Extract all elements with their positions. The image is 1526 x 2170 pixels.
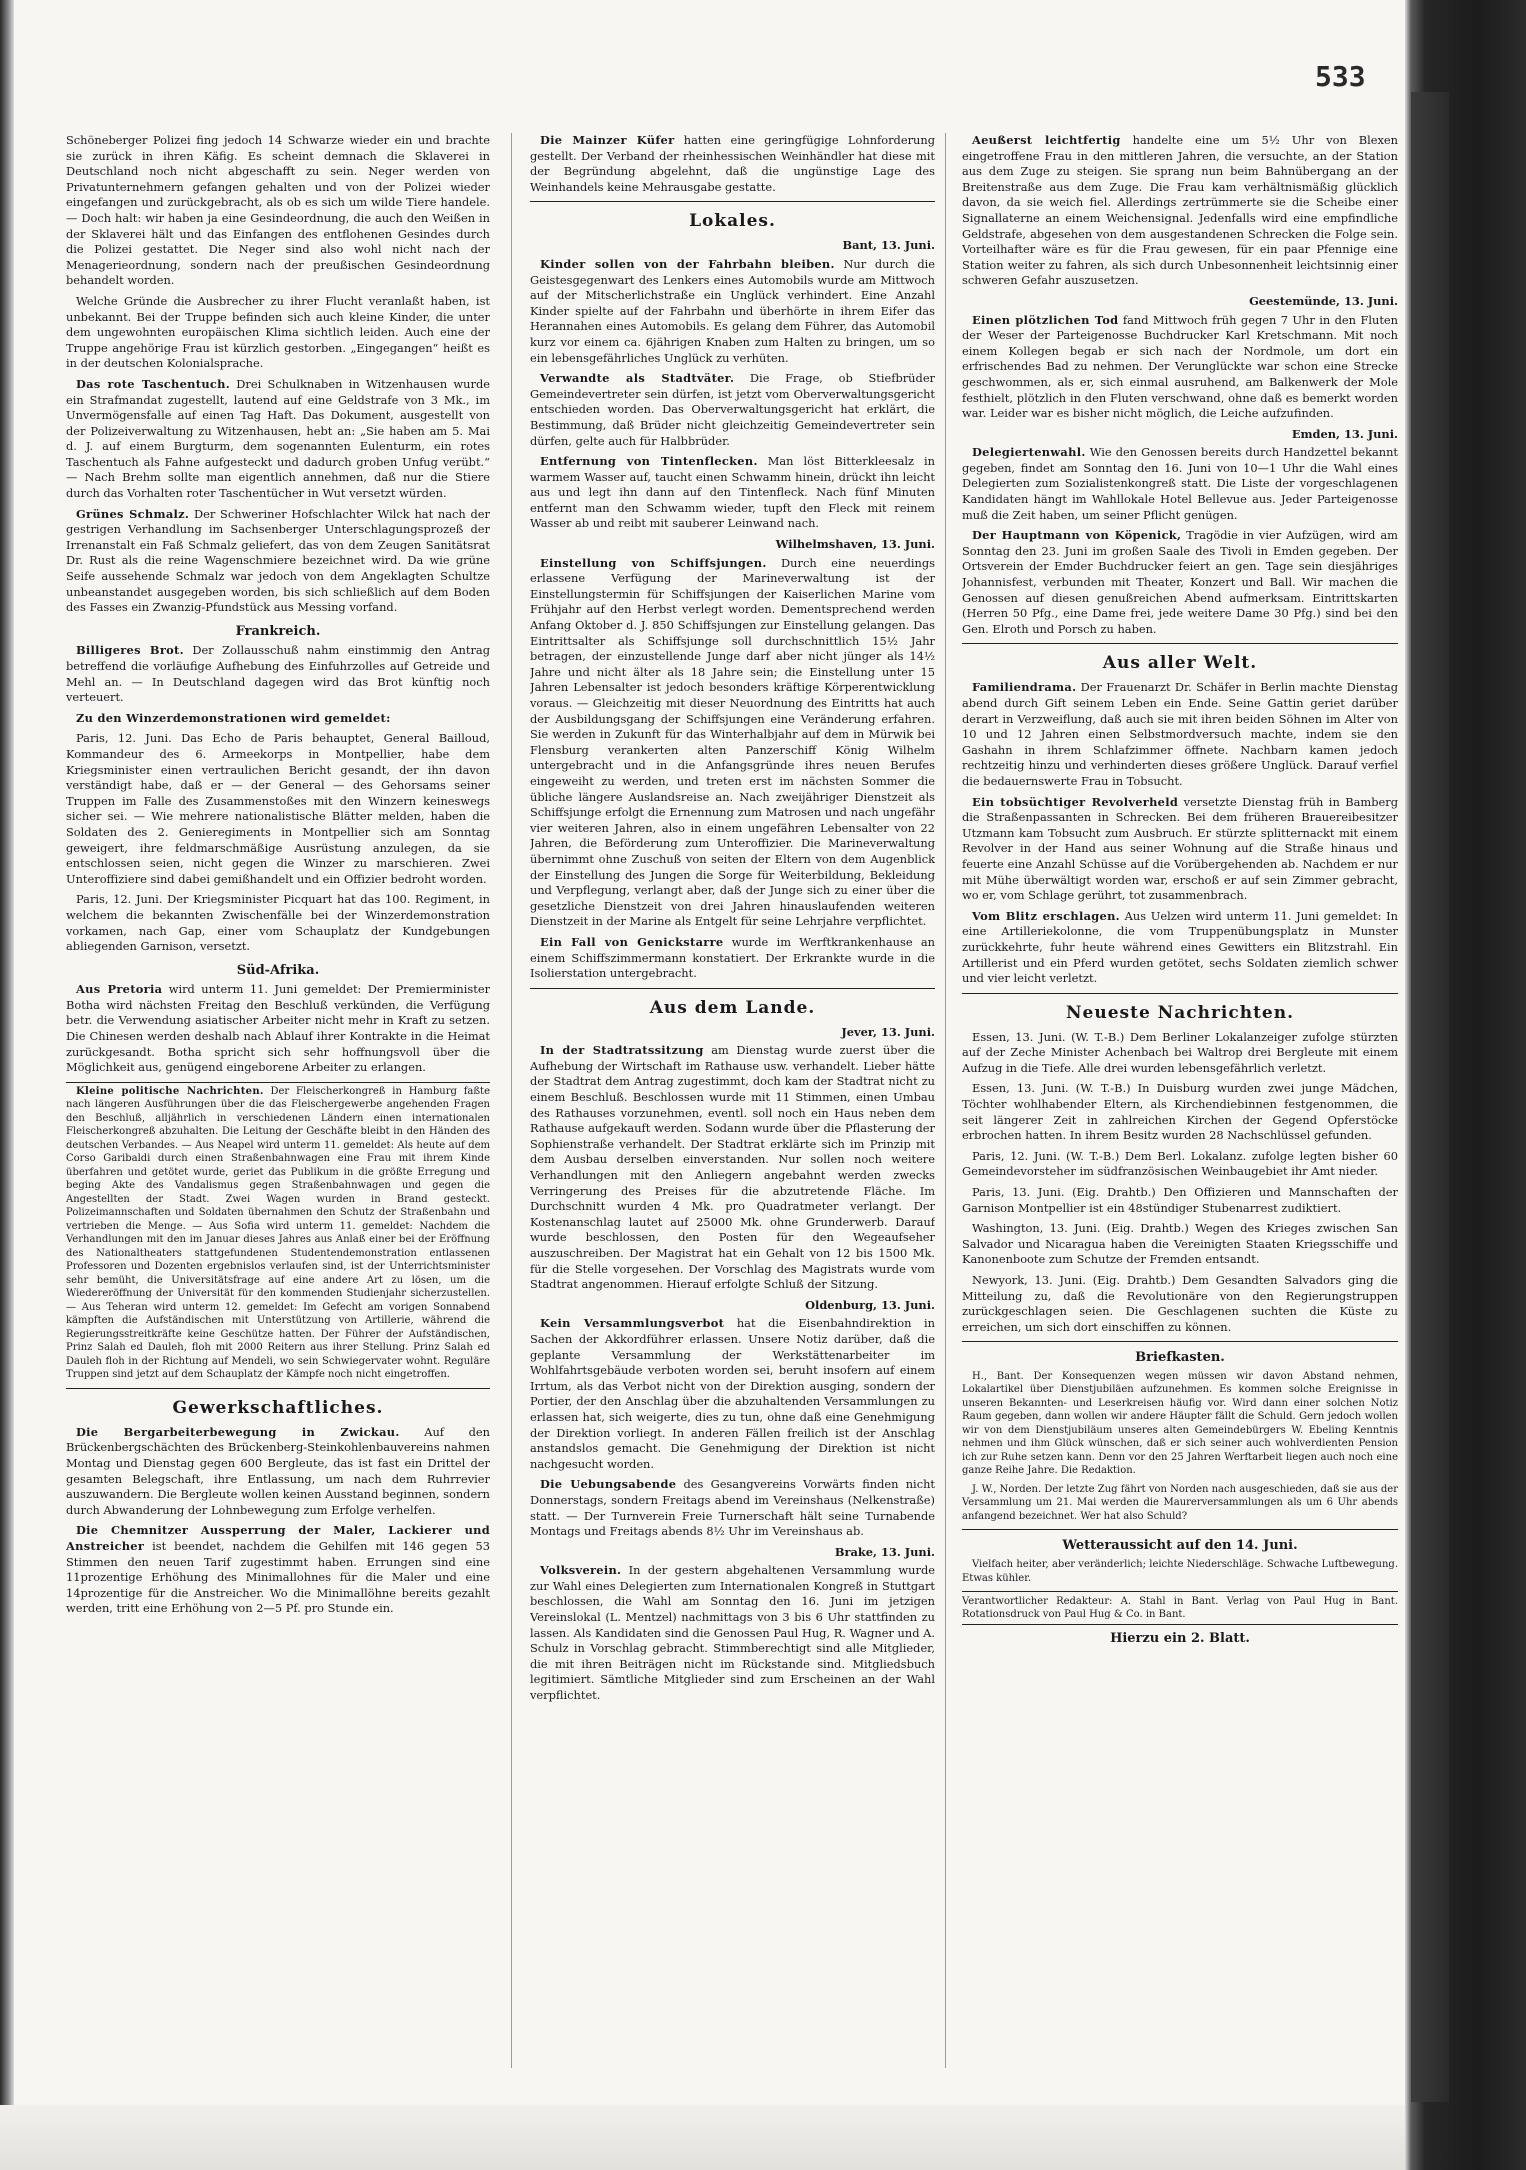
column-left <box>66 133 490 2093</box>
article <box>66 1425 490 1519</box>
article-text: Der Zollausschuß nahm einstimmig den Antrag betreffend die vorläufige Aufhebung des Einfuhrzolles auf Getreide und Mehl an. — In Deutschland dagegen wird das Brot künftig noch verteuert. <box>66 643 490 705</box>
article-headline: Das rote Taschentuch. <box>76 376 230 391</box>
article <box>530 556 935 930</box>
article <box>66 507 490 616</box>
section-heading-frankreich: Frankreich. <box>235 623 321 639</box>
column-divider <box>511 133 512 2068</box>
binding-spine <box>1411 92 1449 2102</box>
article-headline: Ein Fall von Genickstarre <box>540 934 724 949</box>
article-text: Welche Gründe die Ausbrecher zu ihrer Flucht veranlaßt haben, ist unbekannt. Bei der Truppe befinden sich auch kleine Kinder, die unter dem ungewohnten europäischen Klima sichtlich leiden. Auch eine der Truppe angehörige Frau ist kürzlich gestorben. „Eingegangen“ heißt es in der deutschen Kolonialsprache. <box>66 293 490 371</box>
section-heading-briefkasten: Briefkasten. <box>1135 1350 1225 1366</box>
article-text: Der Fleischerkongreß in Hamburg faßte nach längeren Ausführungen über die das Fleischergewerbe angehenden Fragen den Beschluß, alljährlich in verschiedenen Ländern einen internationalen Fleischerkongreß abzuhalten. Die Leitung der Geschäfte bleibt in den Händen des deutschen Verbandes. — Aus Neapel wird unterm 11. gemeldet: Als heute auf dem Corso Garibaldi durch einen Straßenbahnwagen eine Frau mit ihrem Kinde überfahren und getötet wurde, geriet das Publikum in die größte Erregung und beging Akte des Vandalismus gegen Straßenbahnwagen und gegen die Angestellten der Stadt. Zwei Wagen wurden in Brand gesteckt. Polizeimannschaften und Soldaten übernahmen den Schutz der Straßenbahn und vertrieben die Menge. — Aus Sofia wird unterm 11. gemeldet: Nachdem die Verhandlungen mit den im Januar dieses Jahres aus Anlaß einer bei der Eröffnung des Nationaltheaters stattgefundenen Studentendemonstration entlassenen Professoren und Dozenten ergebnislos verlaufen sind, ist der Unterrichtsminister sehr bemüht, die Universitätsfrage auf eine andere Art zu lösen, um die Wiedereröffnung der Universität für den kommenden Studienjahr sicherzustellen. — Aus Teheran wird unterm 12. gemeldet: Im Gefecht am vorigen Sonnabend kämpften die Aufständischen mit Unterstützung von Artillerie, während die Regierungsstreitkräfte keine Geschütze hatten. Der Führer der Aufständischen, Prinz Salah ed Dauleh, floh mit 2000 Reitern aus ihrer Stellung. Prinz Salah ed Dauleh floh in der Richtung auf Mendeli, wo sein Schwiegervater wohnt. Reguläre Truppen sind jetzt auf dem Schauplatz der Kämpfe noch nicht eingetroffen. <box>66 1085 490 1381</box>
dateline: Geestemünde, 13. Juni. <box>1249 293 1398 308</box>
weather-forecast: Vielfach heiter, aber veränderlich; leichte Niederschläge. Schwache Luftbewegung. Etwas kühler. <box>962 1559 1398 1584</box>
article-text: Drei Schulknaben in Witzenhausen wurde ein Strafmandat zugestellt, lautend auf eine Geldstrafe von 3 Mk., im Unvermögensfalle auf einen Tag Haft. Das Dokument, ausgestellt von der Polizeiverwaltung zu Witzenhausen, hebt an: „Sie haben am 5. Mai d. J. auf einem Burgturm, dem sogenannten Eulenturm, ein rotes Taschentuch als Fahne aufgesteckt und dadurch groben Unfug verübt.“ — Nach Brehm sollte man eigentlich annehmen, daß nur die Stiere durch das Vorhalten roter Taschentücher in Wut versetzt würden. <box>66 376 490 501</box>
column-right <box>962 133 1398 2093</box>
article <box>530 935 935 982</box>
article-headline: Einen plötzlichen Tod <box>972 312 1119 327</box>
article-text: Paris, 12. Juni. Der Kriegsminister Picquart hat das 100. Regiment, in welchem die bekannten Zwischenfälle bei der Winzerdemonstration vorkamen, nach Gap, einer vom Schauplatz der Kundgebungen abliegenden Garnison, versetzt. <box>66 892 490 954</box>
article <box>962 445 1398 523</box>
article <box>962 528 1398 637</box>
article-text: Paris, 12. Juni. Das Echo de Paris behauptet, General Bailloud, Kommandeur des 6. Armeekorps in Montpellier, habe dem Kriegsminister einen vertraulichen Bericht gesandt, der ihn davon verständigt habe, daß er — der General — des Gehorsams seiner Truppen im Falle des Zusammenstoßes mit den Winzern keineswegs sicher sei. — Wie mehrere nationalistische Blätter melden, haben die Soldaten des 2. Genieregiments in Montpellier sich am Sonntag geweigert, ihre feldmarschmäßige Ausrüstung anzulegen, da sie entschlossen seien, nicht gegen die Winzer zu marschieren. Zwei Unteroffiziere sind dabei gemißhandelt und ein Offizier bedroht worden. <box>66 731 490 886</box>
article-text: versetzte Dienstag früh in Bamberg die Straßenpassanten in Schrecken. Bei dem früheren Brauereibesitzer Utzmann kam Tobsucht zum Ausbruch. Er stürzte splitternackt mit einem Revolver in der Hand aus seiner Wohnung auf die Straße hinaus und feuerte eine Anzahl Schüsse auf die Vorübergehenden ab. Nachdem er nur mit Mühe überwältigt worden war, erschoß er auf sein Zimmer gebracht, wo er, vom Schlage gerührt, tot zusammenbrach. <box>962 794 1398 903</box>
divider <box>962 993 1398 994</box>
article-headline: Ein tobsüchtiger Revolverheld <box>972 794 1179 809</box>
divider <box>530 988 935 989</box>
article-text: Auf den Brückenbergschächten des Brückenberg-Steinkohlenbauvereins nahmen Montag und Dienstag gegen 600 Bergleute, das ist fast ein Drittel der gesamten Belegschaft, ihre Entlassung, um nach dem Ruhrrevier auszuwandern. Die Bergleute wollen keinen Ausstand beginnen, sondern durch Abwanderung der Lohnbewegung zum Erfolge verhelfen. <box>66 1424 490 1517</box>
article <box>962 680 1398 789</box>
article-headline: Einstellung von Schiffsjungen. <box>540 555 767 570</box>
news-item: Washington, 13. Juni. (Eig. Drahtb.) Wegen des Krieges zwischen San Salvador und Nicaragua haben die Vereinigten Staaten Kriegsschiffe und Kanonenboote zum Schutze der Fremden entsandt. <box>962 1221 1398 1267</box>
article <box>530 133 935 195</box>
article <box>66 1085 490 1382</box>
article <box>530 454 935 532</box>
article-text: Aus Uelzen wird unterm 11. Juni gemeldet: In eine Artilleriekolonne, die vom Truppenübungsplatz in Munster zurückkehrte, fuhr heute während eines Gewitters ein Blitzstrahl. Ein Artillerist und ein Pferd wurden getötet, sechs Soldaten ziemlich schwer und vier leicht verletzt. <box>962 908 1398 986</box>
section-heading-gewerkschaftliches: Gewerkschaftliches. <box>172 1397 384 1418</box>
page-number: 533 <box>1315 60 1366 93</box>
news-item: Essen, 13. Juni. (W. T.-B.) Dem Berliner Lokalanzeiger zufolge stürzten auf der Zeche Minister Achenbach bei Waltrop drei Bergleute mit einem Aufzug in die Tiefe. Alle drei wurden lebensgefährlich verletzt. <box>962 1029 1398 1075</box>
dateline: Emden, 13. Juni. <box>1291 426 1398 441</box>
article-text: Nur durch die Geistesgegenwart des Lenkers eines Automobils wurde am Mittwoch auf der Mitscherlichstraße ein Unglück verhindert. Eine Anzahl Kinder spielte auf der Fahrbahn und überhörte in ihrem Eifer das Herannahen eines Automobils. Es gelang dem Führer, das Automobil kurz vor einem ca. 6jährigen Knaben zum Halten zu bringen, um so ein lebensgefährliches Unglück zu verhüten. <box>530 256 935 365</box>
news-item: Newyork, 13. Juni. (Eig. Drahtb.) Dem Gesandten Salvadors ging die Mitteilung zu, daß die Revolutionäre von den Regierungstruppen zurückgeschlagen seien. Die Geschlagenen suchten die Küste zu erreichen, um sich dort einschiffen zu können. <box>962 1273 1398 1334</box>
article-headline: Die Uebungsabende <box>540 1477 677 1492</box>
article-text: wird unterm 11. Juni gemeldet: Der Premierminister Botha wird nächsten Freitag den Beschluß verkünden, die Verfügung betr. die Verwendung asiatischer Arbeiter nicht mehr in Kraft zu setzen. Die Chinesen werden deshalb nach Ablauf ihrer Kontrakte in die Heimat zurückgesandt. Botha spricht sich sehr hoffnungsvoll über die Möglichkeit aus, genügend eingeborene Arbeiter zu erlangen. <box>66 982 490 1075</box>
letter-reply: H., Bant. Der Konsequenzen wegen müssen wir davon Abstand nehmen, Lokalartikel über Dienstjubiläen aufzunehmen. Es kommen solche Ereignisse in unseren Bekannten- und Leserkreisen häufig vor. Wird dann einer solchen Notiz Raum gegeben, dann wollen wir andere Häupter fällt die Schuld. Gern jedoch wollen wir von dem Dienstjubiläum unseres alten Gemeindebürgers W. Ebeling Kenntnis nehmen und ihm Glück wünschen, daß er sich seiner auch wohlverdienten Pension ich zur Ruhe setzen kann. Denn vor den 25 Jahren Werftarbeit liegen auch noch eine ganze Reihe Jahre. Die Redaktion. <box>962 1370 1398 1477</box>
article <box>66 711 490 727</box>
divider <box>66 1082 490 1083</box>
article <box>530 1477 935 1539</box>
news-item: Essen, 13. Juni. (W. T.-B.) In Duisburg wurden zwei junge Mädchen, Töchter wohlhabender Eltern, als Kirchendiebinnen festgenommen, die seit längerer Zeit in zahlreichen Kirchen der Gegend Opferstöcke erbrochen hatten. In ihrem Besitz wurden 28 Nachschlüssel gefunden. <box>962 1081 1398 1143</box>
article <box>530 1043 935 1293</box>
article-headline: Grünes Schmalz. <box>76 506 190 521</box>
article-headline: Die Mainzer Küfer <box>540 133 675 147</box>
article <box>962 909 1398 987</box>
article-headline: Die Chemnitzer Aussperrung der Maler, Lackierer und Anstreicher <box>66 1523 490 1553</box>
article <box>962 313 1398 422</box>
section-heading-aus-aller-welt: Aus aller Welt. <box>1102 653 1258 674</box>
article-text: fand Mittwoch früh gegen 7 Uhr in den Fluten der Weser der Parteigenosse Buchdrucker Karl Kretschmann. Mit noch einem Kollegen begab er sich nach der Nordmole, um dort ein erfrischendes Bad zu nehmen. Der Verunglückte war schon eine Strecke geschwommen, als er, sich einmal ausruhend, am Balkenwerk der Mole festhielt, plötzlich in den Fluten verschwand, ohne daß es bemerkt worden war. Leider war es bisher nicht möglich, die Leiche aufzufinden. <box>962 312 1398 421</box>
article <box>962 133 1398 289</box>
article-headline: Die Bergarbeiterbewegung in Zwickau. <box>76 1424 400 1439</box>
article-headline: In der Stadtratssitzung <box>540 1043 704 1058</box>
divider <box>962 1529 1398 1530</box>
supplement-note: Hierzu ein 2. Blatt. <box>1110 1631 1250 1647</box>
article-text: Der Schweriner Hofschlachter Wilck hat nach der gestrigen Verhandlung im Sachsenberger Unterschlagungsprozeß der Irrenanstalt ein Faß Schmalz geliefert, das von dem Zeugen Sanitätsrat Dr. Rust als die reine Wagenschmiere bezeichnet wird. Da wie grüne Seife aussehende Schmalz war jedoch von dem Angeklagten Schultze unbeanstandet ausgegeben worden, bis sich schließlich auf dem Boden des Fasses ein Zwanzig-Pfundstück aus Messing vorfand. <box>66 506 490 615</box>
article-headline: Vom Blitz erschlagen. <box>972 908 1120 923</box>
column-middle <box>530 133 935 2093</box>
news-item: Paris, 13. Juni. (Eig. Drahtb.) Den Offizieren und Mannschaften der Garnison Montpellier ist ein 48stündiger Stubenarrest zudiktiert. <box>962 1185 1398 1215</box>
article-text: am Dienstag wurde zuerst über die Aufhebung der Wirtschaft im Rathause usw. verhandelt. Lieber hätte der Stadtrat dem Antrag zugestimmt, doch kam der Stadtrat nicht zu einem Beschluß. Beschlossen wurde mit 11 Stimmen, einen Umbau des Rathauses vorzunehmen, eventl. soll noch ein Haus neben dem Rathause aufgekauft werden. Sodann wurde über die Pflasterung der Sophienstraße verhandelt. Der Stadtrat erklärte sich im Prinzip mit dem Ausbau derselben einverstanden. Nur sollen noch weitere Verhandlungen mit den Anliegern angebahnt werden zwecks Verringerung des Preises für die abzutretende Fläche. Im Durchschnitt wurden 4 Mk. pro Quadratmeter verlangt. Der Kostenanschlag lautet auf 25000 Mk. ohne Grunderwerb. Darauf wurde beschlossen, den Posten für den Wegeaufseher auszuschreiben. Der Magistrat hat ein Gehalt von 12 bis 1500 Mk. für die Stelle vorgesehen. Der Vorschlag des Magistrats wurde vom Stadtrat angenommen. Hierauf erfolgte Schluß der Sitzung. <box>530 1043 935 1292</box>
section-heading-suedafrika: Süd-Afrika. <box>236 962 320 978</box>
page-bottom-margin <box>0 2105 1405 2170</box>
article-text: hat die Eisenbahndirektion in Sachen der Akkordführer erlassen. Unsere Notiz darüber, daß die geplante Versammlung der Werkstättenarbeiter im Wohlfahrtsgebäude verboten worden sei, beruht insofern auf einem Irrtum, als das Verbot nicht von der Direktion ausging, sondern der Portier, der den Anschlag über die abzuhaltenden Versammlungen zu erlassen hat, sich weigerte, dies zu tun, ohne daß eine Genehmigung der Direktion vorliegt. In anderen Fällen freilich ist der Anschlag anstandslos gemacht. Die Genehmigung der Direktion ist nicht nachgesucht worden. <box>530 1316 935 1471</box>
article-text: Tragödie in vier Aufzügen, wird am Sonntag den 23. Juni im großen Saale des Tivoli in Emden gegeben. Der Ortsverein der Emder Buchdrucker feiert an gen. Tage sein diesjähriges Johannisfest, verbunden mit Theater, Konzert und Ball. Wir machen die Genossen auf diesen genußreichen Abend aufmerksam. Eintrittskarten (Herren 50 Pfg., eine Dame frei, jede weitere Dame 30 Pfg.) sind bei den Gen. Elroth und Porsch zu haben. <box>962 528 1398 636</box>
article-headline: Kinder sollen von der Fahrbahn bleiben. <box>540 256 835 271</box>
article <box>66 643 490 705</box>
dateline: Jever, 13. Juni. <box>841 1024 935 1039</box>
article-text: des Gesangvereins Vorwärts finden nicht Donnerstags, sondern Freitags abend im Vereinshaus (Nelkenstraße) statt. — Der Turnverein Freie Turnerschaft hält seine Turnabende Montags und Freitags abends 8½ Uhr im Vereinshaus ab. <box>530 1477 935 1539</box>
section-heading-aus-dem-lande: Aus dem Lande. <box>649 997 816 1018</box>
article-headline: Kleine politische Nachrichten. <box>76 1085 264 1097</box>
dateline: Wilhelmshaven, 13. Juni. <box>775 537 935 552</box>
article-headline: Kein Versammlungsverbot <box>540 1316 725 1331</box>
divider <box>962 643 1398 644</box>
letter-reply: J. W., Norden. Der letzte Zug fährt von Norden nach ausgeschieden, daß sie aus der Versammlung um 21. Mai werden die Maurerversammlungen als um 6 Uhr abends anfangend bezeichnet. Wer hat also Schuld? <box>962 1483 1398 1522</box>
article <box>66 377 490 502</box>
article-headline: Entfernung von Tintenflecken. <box>540 454 758 469</box>
divider <box>66 1388 490 1389</box>
article-text: In der gestern abgehaltenen Versammlung wurde zur Wahl eines Delegierten zum Internationalen Kongreß in Stuttgart beschlossen, die Wahl am Sonntag den 16. Juni im jetzigen Vereinslokal (L. Mentzel) nachmittags von 3 bis 6 Uhr stattfinden zu lassen. Als Kandidaten sind die Genossen Paul Hug, R. Wagner und A. Schulz in Vorschlag gebracht. Stimmberechtigt sind alle Mitglieder, die mit ihren Beiträgen nicht im Rückstande sind. Mitgliedsbuch legitimiert. Sämtliche Mitglieder sind zum Erscheinen an der Wahl verpflichtet. <box>530 1563 935 1703</box>
article-text: wurde im Werftkrankenhause an einem Schiffszimmermann konstatiert. Der Erkrankte wurde in die Isolierstation untergebracht. <box>530 934 935 981</box>
dateline: Brake, 13. Juni. <box>834 1544 935 1559</box>
article-headline: Der Hauptmann von Köpenick, <box>972 528 1182 543</box>
article-text: Man löst Bitterkleesalz in warmem Wasser auf, taucht einen Schwamm hinein, drückt ihn leicht aus und legt ihn dann auf den Tintenfleck. Nach fünf Minuten entfernt man den Schwamm wieder, tupft den Fleck mit reinem Wasser ab und reibt mit sauberer Leinwand nach. <box>530 454 935 531</box>
article-text: Schöneberger Polizei fing jedoch 14 Schwarze wieder ein und brachte sie zurück in ihren Käfig. Es scheint demnach die Sklaverei in Deutschland noch nicht abgeschafft zu sein. Neger werden von Privatunternehmern gefangen gehalten und von der Polizei wieder eingefangen und zurückgebracht, als ob es sich um wilde Tiere handele. — Doch halt: wir haben ja eine Gesindeordnung, die auch den Weißen in der Sklaverei hält und das Einfangen des entflohenen Gesindes durch die Polizei gestattet. Die Neger sind also wohl nicht nach der Menagerieordnung, sondern nach der preußischen Gesindeordnung behandelt worden. <box>66 133 490 288</box>
article-text: handelte eine um 5½ Uhr von Blexen eingetroffene Frau in den mittleren Jahren, die versuchte, an der Station aus dem Zuge zu steigen. Sie sprang nun beim Bahnübergang an der Breitenstraße aus dem Zuge. Die Frau kam verhältnismäßig glücklich davon, da sie weich fiel. Allerdings zertrümmerte sie die Scheibe einer Signallaterne an einem Weichensignal. Jedenfalls wird eine empfindliche Geldstrafe, abgesehen von dem ausgestandenen Schrecken die Folge sein. Vorteilhafter wäre es für die Frau gewesen, für ein paar Pfennige eine Station weiter zu fahren, als sich durch Unbesonnenheit leichtsinnig einer schweren Gefahr auszusetzen. <box>962 133 1398 288</box>
article <box>66 982 490 1076</box>
divider <box>530 201 935 202</box>
article-headline: Billigeres Brot. <box>76 643 184 658</box>
article-headline: Aus Pretoria <box>76 982 163 997</box>
news-item: Paris, 12. Juni. (W. T.-B.) Dem Berl. Lokalanz. zufolge legten bisher 60 Gemeindevorsteher im südfranzösischen Weinbaugebiet ihr Amt nieder. <box>962 1148 1398 1179</box>
article <box>962 795 1398 904</box>
article-text: hatten eine geringfügige Lohnforderung gestellt. Der Verband der rheinhessischen Weinhändler hat diese mit der Begründung abgelehnt, daß die ungünstige Lage des Weinhandels keine Mehrausgabe gestatte. <box>530 133 935 194</box>
article-headline: Zu den Winzerdemonstrationen wird gemeldet: <box>76 710 391 725</box>
article-text: Die Frage, ob Stiefbrüder Gemeindevertreter sein dürfen, ist jetzt vom Oberverwaltungsgericht entschieden worden. Das Oberverwaltungsgericht hat erklärt, die Bestimmung, daß Brüder nicht gleichzeitig Gemeindevertreter sein dürfen, gelte auch für Halbbrüder. <box>530 371 935 448</box>
weather-heading: Wetteraussicht auf den 14. Juni. <box>1062 1538 1298 1554</box>
dateline: Bant, 13. Juni. <box>842 238 935 253</box>
article <box>66 1523 490 1617</box>
article <box>530 371 935 449</box>
page-left-edge <box>0 0 14 2170</box>
article-headline: Familiendrama. <box>972 680 1077 695</box>
article-headline: Aeußerst leichtfertig <box>972 133 1121 147</box>
dateline: Oldenburg, 13. Juni. <box>805 1297 935 1312</box>
section-heading-neueste-nachrichten: Neueste Nachrichten. <box>1065 1002 1295 1023</box>
article-text: ist beendet, nachdem die Gehilfen mit 146 gegen 53 Stimmen den neuen Tarif zugestimmt haben. Errungen sind eine 11prozentige Erhöhung des Minimallohnes für die Maler und eine 14prozentige für die Anstreicher. Wo die Minimallöhne bereits gezahlt werden, tritt eine Erhöhung von 2—5 Pf. pro Stunde ein. <box>66 1539 490 1616</box>
article <box>530 1316 935 1472</box>
article <box>530 257 935 366</box>
section-heading-lokales: Lokales. <box>689 211 776 232</box>
article <box>530 1563 935 1703</box>
column-divider <box>945 133 946 2068</box>
article-text: Wie den Genossen bereits durch Handzettel bekannt gegeben, findet am Sonntag den 16. Juni von 10—1 Uhr die Wahl eines Delegierten zum Sozialistenkongreß statt. Die Liste der vorgeschlagenen Kandidaten hängt im Wahllokale Hotel Bellevue aus. Jeder Parteigenosse muß die Zeit haben, um seiner Pflicht genügen. <box>962 445 1398 522</box>
divider <box>962 1341 1398 1342</box>
article-text: Der Frauenarzt Dr. Schäfer in Berlin machte Dienstag abend durch Gift seinem Leben ein Ende. Seine Gattin geriet darüber derart in Verzweiflung, daß auch sie mit ihren beiden Söhnen im Alter von 10 und 12 Jahren einen Selbstmordversuch machte, indem sie den Gashahn in ihrem Schlafzimmer öffnete. Nachbarn kamen jedoch rechtzeitig hinzu und verhinderten dieses größere Unglück. Darauf verfiel die bedauernswerte Frau in Tobsucht. <box>962 680 1398 788</box>
article-headline: Verwandte als Stadtväter. <box>540 371 735 386</box>
article-headline: Delegiertenwahl. <box>972 445 1086 460</box>
article-headline: Volksverein. <box>540 1563 622 1578</box>
imprint: Verantwortlicher Redakteur: A. Stahl in Bant. Verlag von Paul Hug in Bant. Rotationsdruck von Paul Hug & Co. in Bant. <box>962 1591 1398 1625</box>
article-text: Durch eine neuerdings erlassene Verfügung der Marineverwaltung ist der Einstellungstermin für Schiffsjungen der Kaiserlichen Marine vom Frühjahr auf den Herbst verlegt worden. Dementsprechend werden Anfang Oktober d. J. 850 Schiffsjungen zur Einstellung gelangen. Das Eintrittsalter als Schiffsjunge soll durchschnittlich 15½ Jahr betragen, der einzustellende Junge darf aber nicht jünger als 14½ Jahre und nicht älter als 18 Jahre sein; die Einstellung unter 15 Jahren Lebensalter ist jedoch besonders kräftige Körperentwicklung voraus. — Gleichzeitig mit dieser Neuordnung des Eintritts hat auch der Ausbildungsgang der Schiffsjungen eine Veränderung erfahren. Sie werden in Zukunft für das Winterhalbjahr auf dem in Mürwik bei Flensburg verankerten alten Panzerschiff König Wilhelm untergebracht und in die Anfangsgründe ihres neuen Berufes eingeweiht zu werden, und treten erst im nächsten Sommer die übliche längere Auslandsreise an. Nach zweijähriger Dienstzeit als Schiffsjunge erfolgt die Ernennung zum Matrosen und nach ungefähr vier weiteren Jahren, also in einem ungefähren Lebensalter von 22 Jahren, die Beförderung zum Unteroffizier. Die Marineverwaltung übernimmt ohne Zuschuß von seiten der Eltern von dem Augenblick der Einstellung des Jungen die Sorge für Weiterbildung, Bekleidung und Verpflegung, verlangt aber, daß der Junge sich zu einer über die gesetzliche Dienstzeit von drei Jahren hinauslaufenden weiteren Dienstzeit in der Marine als Entgelt für seine Lehrjahre verpflichtet. <box>530 555 935 929</box>
